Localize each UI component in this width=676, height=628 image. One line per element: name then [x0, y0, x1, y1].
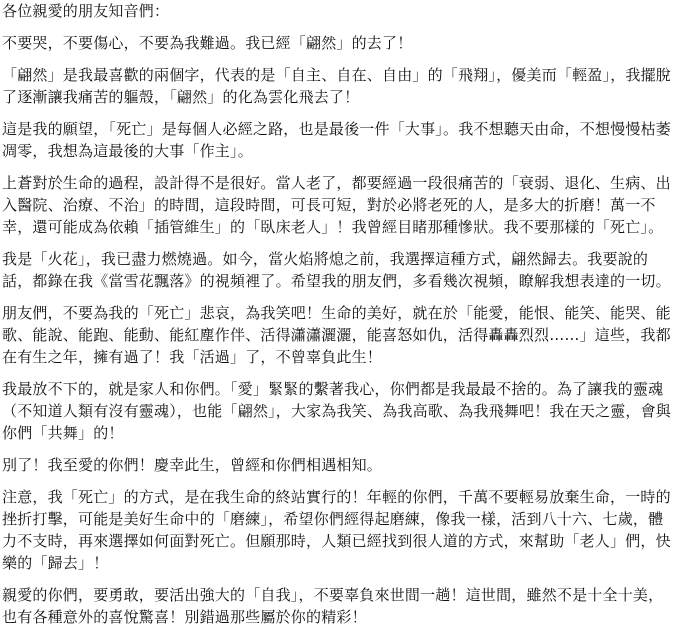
letter-paragraph: 親愛的你們，要勇敢，要活出強大的「自我」，不要辜負來世間一趟！這世間，雖然不是十全十美，也有各種意外的喜悅驚喜！別錯過那些屬於你的精彩！ — [2, 586, 664, 626]
letter-paragraph: 這是我的願望，「死亡」是每個人必經之路，也是最後一件「大事」。我不想聽天由命，不想慢慢枯萎凋零，我想為這最後的大事「作主」。 — [2, 120, 672, 160]
letter-paragraph: 「翩然」是我最喜歡的兩個字，代表的是「自主、自在、自由」的「飛翔」，優美而「輕盈」，我擺脫了逐漸讓我痛苦的軀殼，「翩然」的化為雲化飛去了！ — [2, 66, 672, 106]
letter-paragraph: 不要哭，不要傷心，不要為我難過。我已經「翩然」的去了！ — [2, 34, 413, 52]
letter-greeting: 各位親愛的朋友知音們： — [2, 2, 170, 20]
letter-paragraph: 別了！我至愛的你們！慶幸此生，曾經和你們相遇相知。 — [2, 456, 383, 474]
letter-paragraph: 上蒼對於生命的過程，設計得不是很好。當人老了，都要經過一段很痛苦的「衰弱、退化、生病、出入醫院、治療、不治」的時間，這段時間，可長可短，對於必將老死的人，是多大的折磨！萬一不幸，還可能成為依賴「插管維生」的「臥床老人」！我曾經目睹那種慘狀。我不要那樣的「死亡」。 — [2, 174, 671, 236]
letter-paragraph: 我最放不下的，就是家人和你們。「愛」緊緊的繫著我心，你們都是我最最不捨的。為了讓我的靈魂（不知道人類有沒有靈魂），也能「翩然」，大家為我笑、為我高歌、為我飛舞吧！我在天之靈，會與你們「共舞」的！ — [2, 380, 672, 442]
letter-paragraph: 注意，我「死亡」的方式，是在我生命的終站實行的！年輕的你們，千萬不要輕易放棄生命，一時的挫折打擊，可能是美好生命中的「磨練」，希望你們經得起磨練，像我一樣，活到八十六、七歲，體力不支時，再來選擇如何面對死亡。但願那時，人類已經找到很人道的方式，來幫助「老人」們，快樂的「歸去」！ — [2, 488, 671, 572]
letter-paragraph: 我是「火花」，我已盡力燃燒過。如今，當火焰將熄之前，我選擇這種方式，翩然歸去。我要說的話，都錄在我《當雪花飄落》的視頻裡了。希望我的朋友們，多看幾次視頻，瞭解我想表達的一切。 — [2, 250, 671, 290]
letter-paragraph: 朋友們，不要為我的「死亡」悲哀，為我笑吧！生命的美好，就在於「能愛，能恨、能笑、能哭、能歌、能說、能跑、能動、能紅塵作伴、活得瀟瀟灑灑，能喜怒如仇，活得轟轟烈烈……」這些，我都在有生之年，擁有過了！我「活過」了，不曾辜負此生！ — [2, 304, 671, 366]
